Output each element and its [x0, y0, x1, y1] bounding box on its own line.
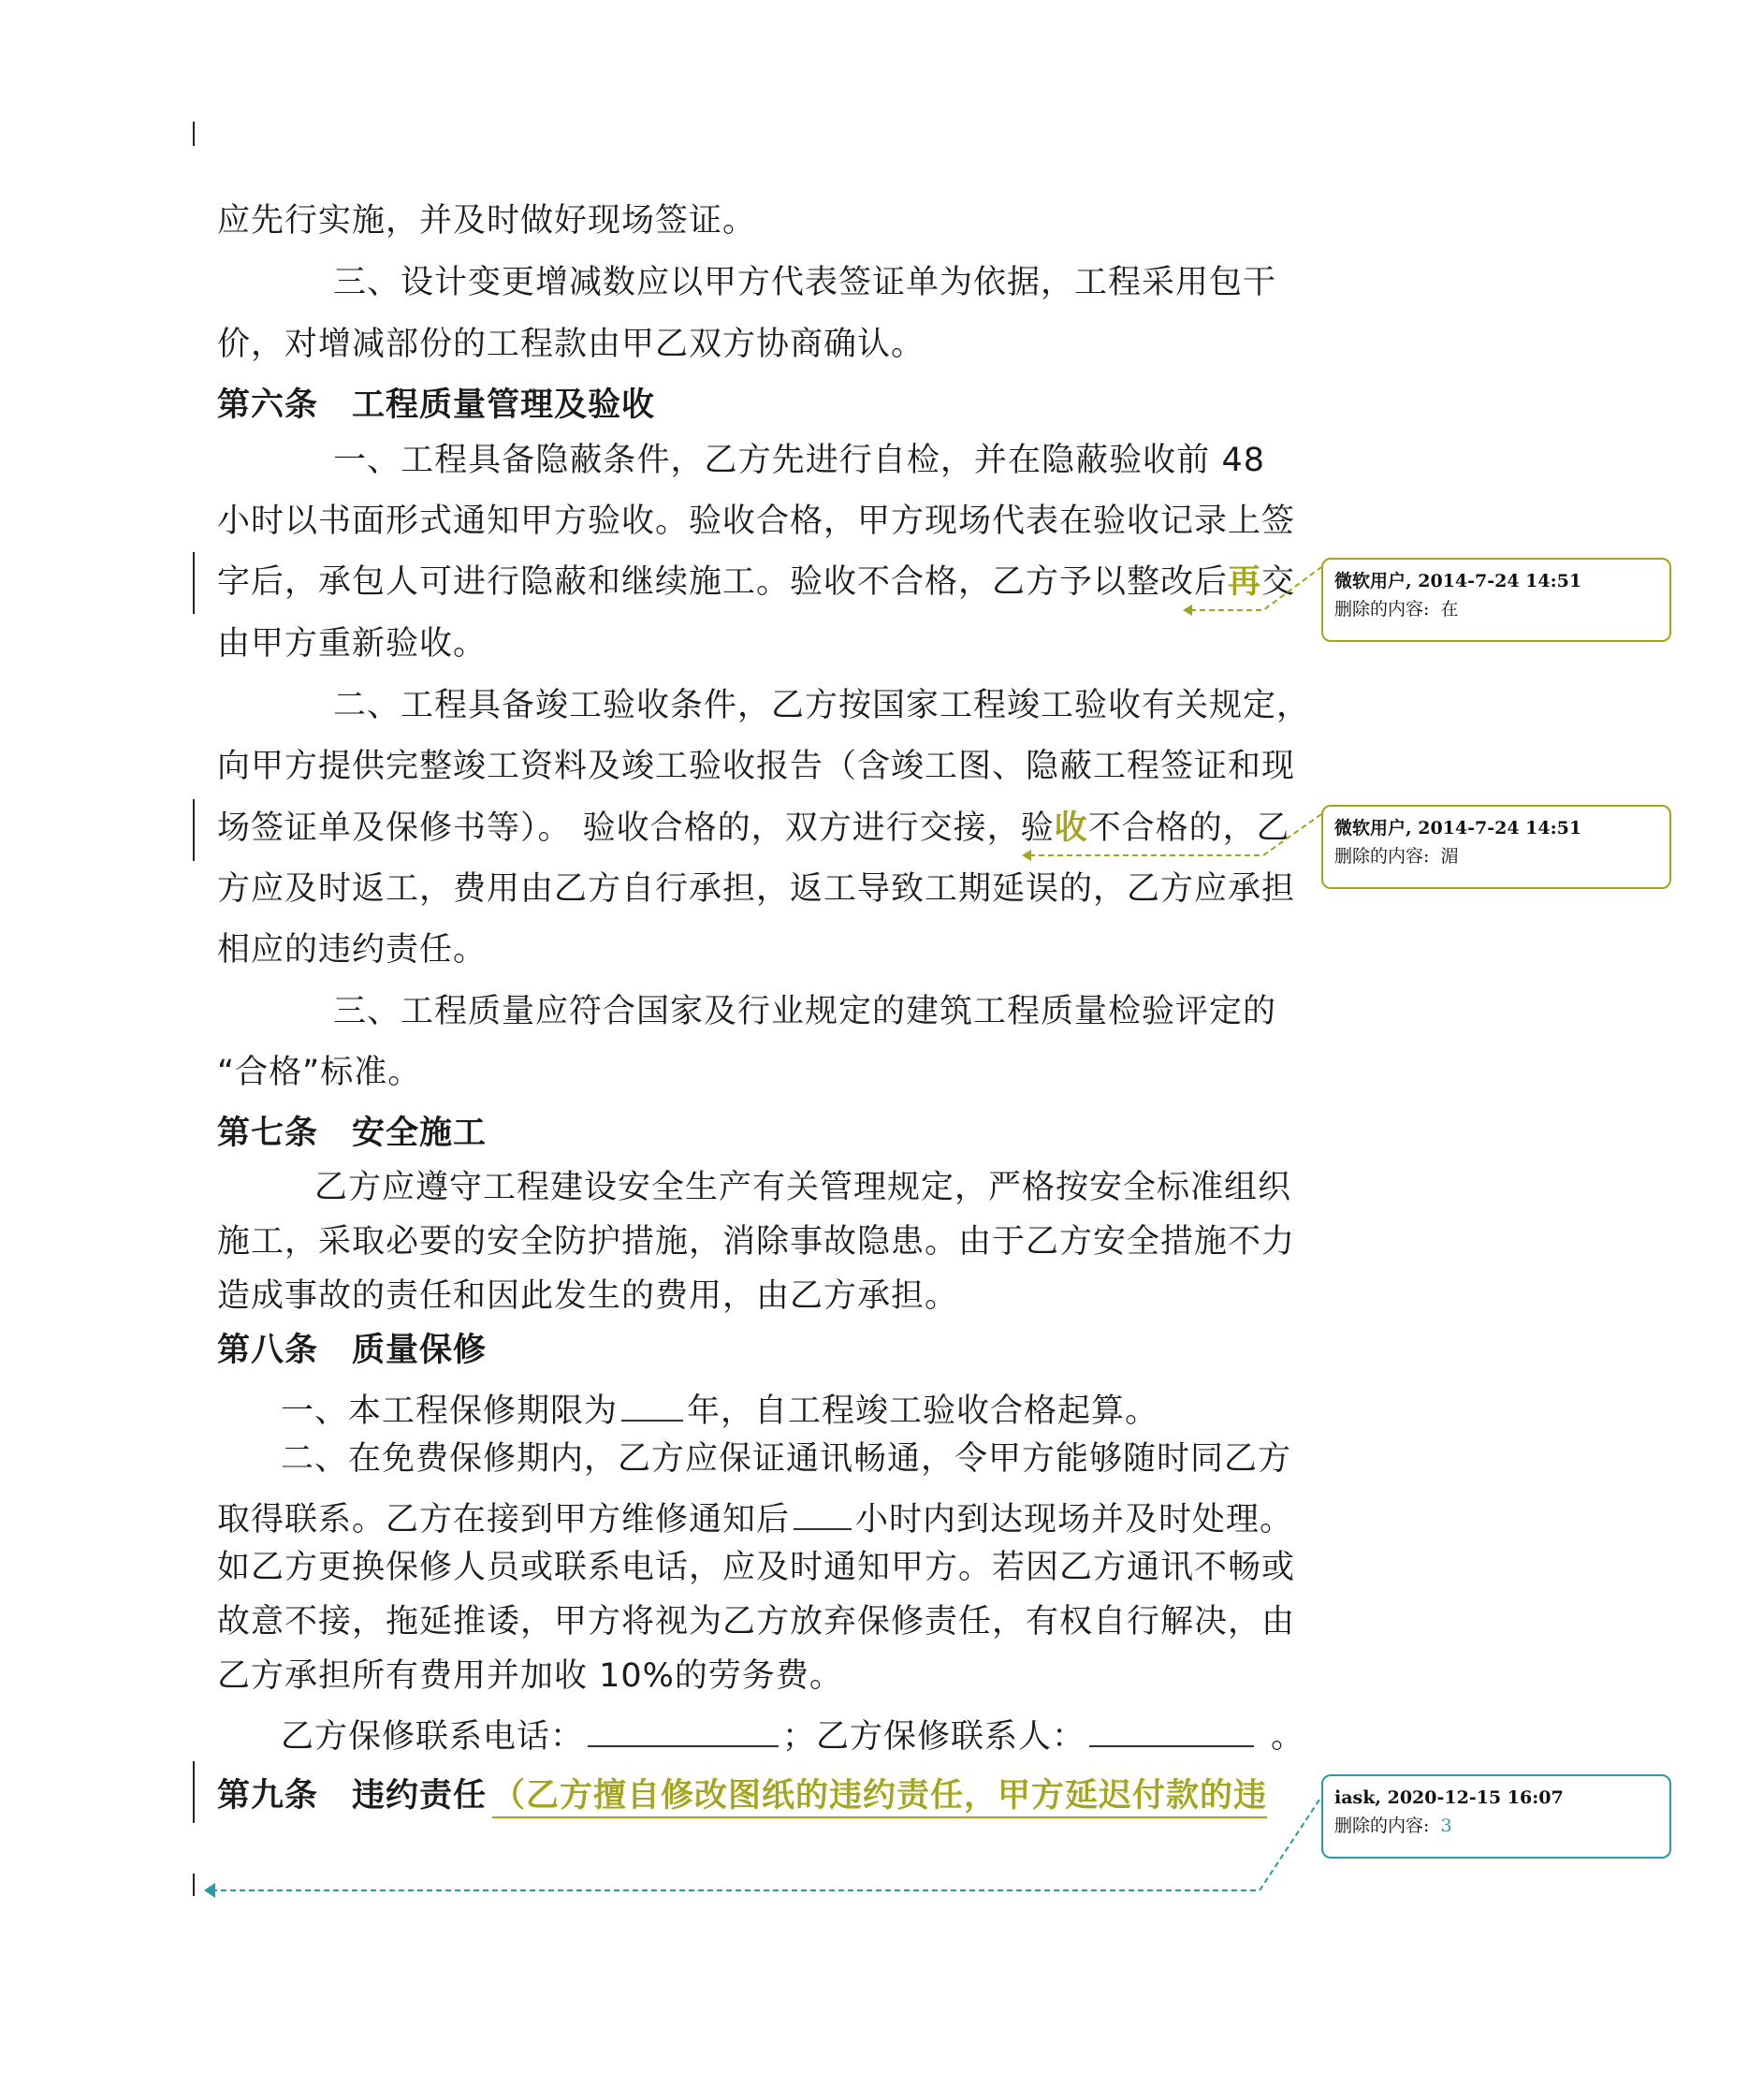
comment-author: iask, 2020-12-15 16:07	[1334, 1787, 1564, 1808]
paragraph-line: 向甲方提供完整竣工资料及竣工验收报告（含竣工图、隐蔽工程签证和现	[217, 748, 1296, 785]
article-heading: 第八条 质量保修	[217, 1332, 488, 1369]
change-bar	[193, 122, 195, 146]
paragraph-line: 小时以书面形式通知甲方验收。验收合格，甲方现场代表在验收记录上签	[217, 503, 1296, 540]
text-run: ；乙方保修联系人：	[782, 1718, 1086, 1756]
paragraph-line: 乙方承担所有费用并加收 10%的劳务费。	[217, 1657, 843, 1695]
article-heading: 第七条 安全施工	[217, 1115, 488, 1152]
paragraph-line: 一、工程具备隐蔽条件，乙方先进行自检，并在隐蔽验收前 48	[333, 442, 1265, 479]
paragraph-line	[281, 1708, 1305, 1759]
phone-blank-field[interactable]	[588, 1708, 779, 1747]
inserted-text: 收	[1054, 809, 1088, 847]
article-heading	[217, 1773, 1268, 1818]
change-bar	[193, 552, 195, 614]
comment-balloon[interactable]	[1321, 1774, 1671, 1859]
text-run: 一、本工程保修期限为	[281, 1393, 619, 1430]
change-bar	[193, 1761, 195, 1823]
text-run: 乙方保修联系电话：	[281, 1718, 585, 1756]
text-run: 场签证单及保修书等）。 验收合格的，双方进行交接，验	[217, 809, 1055, 847]
paragraph-line: 造成事故的责任和因此发生的费用，由乙方承担。	[217, 1277, 959, 1315]
paragraph-line	[217, 806, 1290, 851]
change-bar	[193, 799, 195, 861]
inserted-text: 再	[1228, 563, 1262, 601]
paragraph-line: 相应的违约责任。	[217, 931, 488, 969]
blank-field[interactable]	[794, 1491, 852, 1530]
paragraph-line	[217, 1491, 1294, 1542]
connector-arrow	[1183, 605, 1192, 616]
paragraph-line: 方应及时返工，费用由乙方自行承担，返工导致工期延误的，乙方应承担	[217, 870, 1296, 908]
paragraph-line: 乙方应遵守工程建设安全生产有关管理规定，严格按安全标准组织	[314, 1169, 1292, 1206]
paragraph-line: 二、在免费保修期内，乙方应保证通讯畅通，令甲方能够随时同乙方	[281, 1440, 1292, 1478]
paragraph-line: 价，对增减部份的工程款由甲乙双方协商确认。	[217, 326, 925, 363]
paragraph-line: 如乙方更换保修人员或联系电话，应及时通知甲方。若因乙方通讯不畅或	[217, 1549, 1296, 1586]
text-run: 年，自工程竣工验收合格起算。	[687, 1393, 1159, 1430]
change-bar	[193, 1874, 195, 1896]
text-run: 取得联系。乙方在接到甲方维修通知后	[217, 1501, 791, 1539]
text-run: 不合格的，乙	[1087, 809, 1290, 847]
comment-body: 删除的内容: 3	[1334, 1816, 1452, 1836]
contact-blank-field[interactable]	[1089, 1708, 1254, 1747]
comment-author: 微软用户, 2014-7-24 14:51	[1334, 571, 1582, 591]
comment-balloon[interactable]	[1321, 805, 1671, 889]
paragraph-line: 由甲方重新验收。	[217, 625, 488, 663]
paragraph-line: 三、设计变更增减数应以甲方代表签证单为依据，工程采用包干	[333, 264, 1277, 301]
blank-field[interactable]	[621, 1382, 683, 1422]
comment-author: 微软用户, 2014-7-24 14:51	[1334, 818, 1582, 839]
connector-arrow	[204, 1883, 215, 1898]
paragraph-line: 三、工程质量应符合国家及行业规定的建筑工程质量检验评定的	[333, 993, 1277, 1030]
comment-body: 删除的内容: 湄	[1334, 846, 1459, 867]
paragraph-line: 应先行实施，并及时做好现场签证。	[217, 202, 757, 240]
paragraph-line: “合格”标准。	[217, 1054, 422, 1091]
paragraph-line: 故意不接，拖延推诿，甲方将视为乙方放弃保修责任，有权自行解决，由	[217, 1603, 1296, 1641]
text-run: 。	[1271, 1718, 1305, 1756]
article-title: 第九条 违约责任	[217, 1777, 488, 1815]
text-run: 字后，承包人可进行隐蔽和继续施工。验收不合格，乙方予以整改后	[217, 563, 1229, 601]
paragraph-line	[217, 560, 1296, 605]
article-heading: 第六条 工程质量管理及验收	[217, 386, 656, 424]
paragraph-line	[281, 1382, 1265, 1434]
text-run: 小时内到达现场并及时处理。	[855, 1501, 1294, 1539]
paragraph-line: 二、工程具备竣工验收条件，乙方按国家工程竣工验收有关规定，	[333, 687, 1311, 724]
comment-body: 删除的内容: 在	[1334, 599, 1459, 620]
comment-balloon[interactable]	[1321, 558, 1671, 642]
text-run: 交	[1261, 563, 1296, 601]
inserted-text: （乙方擅自修改图纸的违约责任，甲方延迟付款的违	[492, 1777, 1267, 1818]
paragraph-line: 施工，采取必要的安全防护措施，消除事故隐患。由于乙方安全措施不力	[217, 1223, 1296, 1261]
connector-arrow	[1022, 850, 1031, 861]
